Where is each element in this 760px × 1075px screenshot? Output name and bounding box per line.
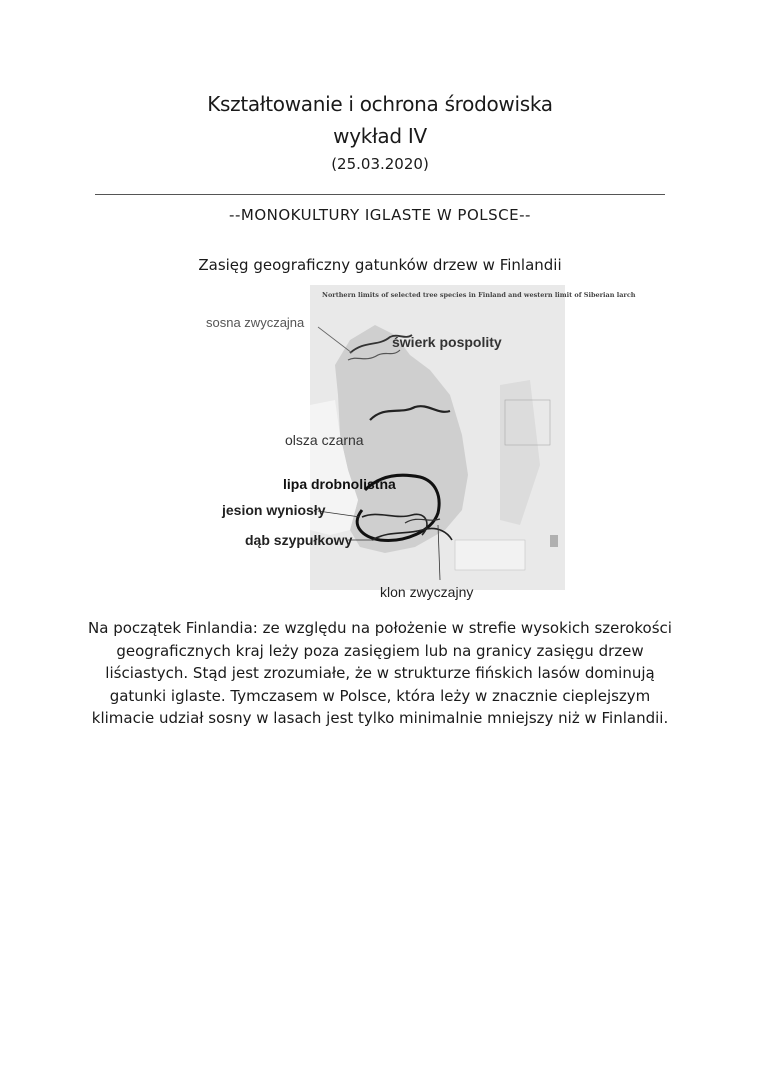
map-inset-title: Northern limits of selected tree species in Finland and western limit of Siberian larch [322, 291, 636, 299]
figure-caption: Zasięg geograficzny gatunków drzew w Finlandii [198, 256, 562, 274]
label-sosna-text: sosna zwyczajna [206, 315, 305, 330]
label-olsza [285, 432, 364, 448]
lecture-number: wykład IV [333, 124, 427, 148]
label-dab [245, 532, 353, 548]
label-swierk [392, 334, 502, 350]
body-paragraph: Na początek Finlandia: ze względu na położenie w strefie wysokich szerokości geograficznych kraj leży poza zasięgiem lub na granicy zasięgu drzew liściastych. Stąd jest zrozumiałe, że w strukturze fińskich lasów dominują gatunki iglaste. Tymczasem w Polsce, która leży w znacznie cieplejszym klimacie udział sosny w lasach jest tylko minimalnie mniejszy niż w Finlandii. [88, 619, 672, 727]
map-inset-title [322, 291, 636, 299]
label-swierk-text: świerk pospolity [392, 334, 502, 350]
label-jesion [221, 502, 326, 518]
label-klon [380, 584, 473, 600]
label-dab-text: dąb szypułkowy [245, 532, 353, 548]
map-scale-box [455, 540, 525, 570]
label-lipa [283, 476, 396, 492]
label-klon-text: klon zwyczajny [380, 584, 474, 600]
lecture-title: Kształtowanie i ochrona środowiska [207, 92, 553, 116]
lecture-date: (25.03.2020) [331, 155, 429, 173]
map-marker [550, 535, 558, 547]
horizontal-divider [95, 194, 665, 195]
label-sosna [206, 315, 305, 330]
label-lipa-text: lipa drobnolistna [283, 476, 396, 492]
label-jesion-text: jesion wyniosły [222, 502, 326, 518]
finland-tree-limits-map [200, 285, 636, 605]
section-heading: --MONOKULTURY IGLASTE W POLSCE-- [229, 206, 531, 224]
label-olsza-text: olsza czarna [285, 432, 364, 448]
